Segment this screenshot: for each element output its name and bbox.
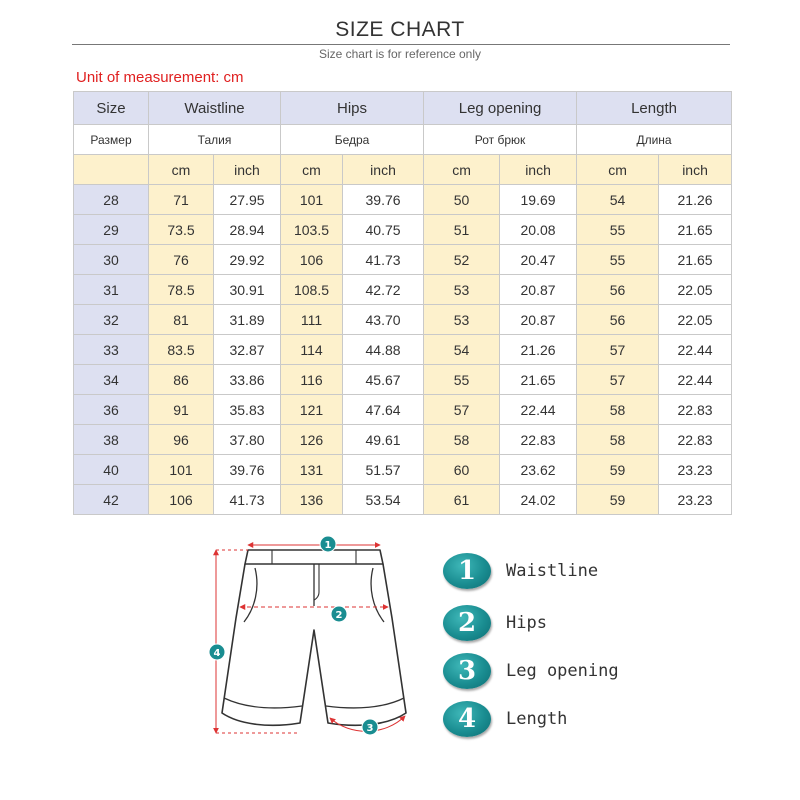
unit-inch: inch (500, 155, 577, 185)
cell-size: 33 (74, 335, 149, 365)
cell-waist-cm: 71 (149, 185, 214, 215)
cell-hips-cm: 131 (281, 455, 343, 485)
header-leg-opening-ru: Рот брюк (424, 125, 577, 155)
cell-hips-inch: 49.61 (343, 425, 424, 455)
header-row-russian (74, 125, 732, 155)
cell-length-cm: 57 (577, 365, 659, 395)
cell-waist-cm: 106 (149, 485, 214, 515)
cell-hips-inch: 51.57 (343, 455, 424, 485)
legend-label-leg-opening: Leg opening (506, 661, 619, 681)
cell-leg-cm: 53 (424, 275, 500, 305)
cell-hips-cm: 111 (281, 305, 343, 335)
cell-waist-inch: 28.94 (214, 215, 281, 245)
cell-waist-inch: 32.87 (214, 335, 281, 365)
cell-length-inch: 21.65 (659, 215, 732, 245)
unit-cm: cm (424, 155, 500, 185)
cell-leg-cm: 54 (424, 335, 500, 365)
cell-leg-inch: 21.26 (500, 335, 577, 365)
legend-label-waistline: Waistline (506, 561, 599, 581)
diagram-marker-1 (320, 536, 336, 552)
header-row (74, 92, 732, 125)
cell-length-inch: 22.05 (659, 275, 732, 305)
cell-hips-cm: 136 (281, 485, 343, 515)
header-size: Size (74, 92, 149, 125)
cell-hips-inch: 41.73 (343, 245, 424, 275)
header-size-ru: Размер (74, 125, 149, 155)
table-row (74, 365, 732, 395)
table-row (74, 185, 732, 215)
cell-leg-cm: 55 (424, 365, 500, 395)
diagram-marker-4 (209, 644, 225, 660)
header-hips: Hips (281, 92, 424, 125)
cell-waist-inch: 27.95 (214, 185, 281, 215)
cell-size: 42 (74, 485, 149, 515)
cell-length-inch: 22.44 (659, 335, 732, 365)
table-row (74, 275, 732, 305)
cell-leg-cm: 52 (424, 245, 500, 275)
cell-waist-inch: 30.91 (214, 275, 281, 305)
header-waistline: Waistline (149, 92, 281, 125)
cell-length-cm: 56 (577, 305, 659, 335)
cell-waist-cm: 76 (149, 245, 214, 275)
diagram-marker-3-label: 3 (366, 723, 374, 734)
cell-hips-inch: 39.76 (343, 185, 424, 215)
unit-cm: cm (577, 155, 659, 185)
cell-leg-cm: 60 (424, 455, 500, 485)
cell-hips-inch: 43.70 (343, 305, 424, 335)
legend-badge-1: 1 (443, 553, 491, 589)
legend-item-hips (440, 605, 770, 645)
diagram-marker-4-label: 4 (213, 648, 221, 659)
cell-leg-inch: 20.87 (500, 275, 577, 305)
cell-length-inch: 21.26 (659, 185, 732, 215)
cell-leg-cm: 53 (424, 305, 500, 335)
diagram-marker-2-label: 2 (335, 610, 343, 621)
cell-waist-cm: 81 (149, 305, 214, 335)
table-row (74, 245, 732, 275)
title-divider (72, 44, 730, 45)
cell-leg-cm: 58 (424, 425, 500, 455)
cell-size: 31 (74, 275, 149, 305)
cell-length-cm: 58 (577, 425, 659, 455)
cell-length-inch: 22.44 (659, 365, 732, 395)
cell-waist-cm: 78.5 (149, 275, 214, 305)
diagram-marker-1-label: 1 (324, 540, 332, 551)
cell-waist-cm: 96 (149, 425, 214, 455)
cell-hips-inch: 47.64 (343, 395, 424, 425)
units-blank-cell (74, 155, 149, 185)
table-row (74, 425, 732, 455)
page-subtitle: Size chart is for reference only (318, 47, 482, 61)
cell-waist-cm: 101 (149, 455, 214, 485)
page-title: SIZE CHART (335, 18, 465, 41)
cell-leg-inch: 24.02 (500, 485, 577, 515)
cell-leg-inch: 20.47 (500, 245, 577, 275)
cell-waist-inch: 35.83 (214, 395, 281, 425)
cell-waist-inch: 33.86 (214, 365, 281, 395)
header-length: Length (577, 92, 732, 125)
cell-length-cm: 54 (577, 185, 659, 215)
legend-item-waistline (440, 553, 770, 593)
cell-leg-cm: 51 (424, 215, 500, 245)
unit-inch: inch (659, 155, 732, 185)
cell-leg-inch: 20.87 (500, 305, 577, 335)
cell-length-inch: 21.65 (659, 245, 732, 275)
cell-waist-inch: 31.89 (214, 305, 281, 335)
header-hips-ru: Бедра (281, 125, 424, 155)
cell-leg-cm: 57 (424, 395, 500, 425)
cell-hips-inch: 44.88 (343, 335, 424, 365)
cell-leg-inch: 21.65 (500, 365, 577, 395)
unit-inch: inch (343, 155, 424, 185)
unit-note: Unit of measurement: cm (76, 69, 244, 86)
cell-length-cm: 56 (577, 275, 659, 305)
cell-leg-inch: 22.83 (500, 425, 577, 455)
shorts-outline (222, 550, 406, 725)
cell-length-inch: 23.23 (659, 485, 732, 515)
cell-waist-inch: 29.92 (214, 245, 281, 275)
cell-length-inch: 22.05 (659, 305, 732, 335)
cell-leg-inch: 20.08 (500, 215, 577, 245)
cell-length-cm: 59 (577, 455, 659, 485)
table-row (74, 305, 732, 335)
units-row (74, 155, 732, 185)
legend-item-leg-opening (440, 653, 770, 693)
header-length-ru: Длина (577, 125, 732, 155)
cell-waist-inch: 39.76 (214, 455, 281, 485)
cell-length-cm: 55 (577, 215, 659, 245)
legend-item-length (440, 701, 770, 741)
cell-length-inch: 22.83 (659, 395, 732, 425)
cell-size: 38 (74, 425, 149, 455)
table-row (74, 395, 732, 425)
cell-hips-cm: 121 (281, 395, 343, 425)
table-row (74, 215, 732, 245)
cell-length-inch: 22.83 (659, 425, 732, 455)
cell-hips-cm: 108.5 (281, 275, 343, 305)
cell-leg-inch: 23.62 (500, 455, 577, 485)
cell-length-cm: 59 (577, 485, 659, 515)
legend-badge-2: 2 (443, 605, 491, 641)
unit-cm: cm (149, 155, 214, 185)
cell-size: 34 (74, 365, 149, 395)
cell-hips-inch: 40.75 (343, 215, 424, 245)
cell-hips-inch: 53.54 (343, 485, 424, 515)
unit-inch: inch (214, 155, 281, 185)
cell-length-cm: 57 (577, 335, 659, 365)
cell-leg-cm: 61 (424, 485, 500, 515)
legend-badge-4: 4 (443, 701, 491, 737)
cell-waist-inch: 37.80 (214, 425, 281, 455)
cell-waist-cm: 73.5 (149, 215, 214, 245)
cell-length-cm: 58 (577, 395, 659, 425)
table-row (74, 485, 732, 515)
cell-waist-cm: 83.5 (149, 335, 214, 365)
cell-hips-cm: 106 (281, 245, 343, 275)
cell-waist-cm: 91 (149, 395, 214, 425)
cell-hips-cm: 126 (281, 425, 343, 455)
legend-label-hips: Hips (506, 613, 547, 633)
cell-size: 29 (74, 215, 149, 245)
table-row (74, 335, 732, 365)
cell-size: 40 (74, 455, 149, 485)
cell-hips-inch: 45.67 (343, 365, 424, 395)
cell-length-inch: 23.23 (659, 455, 732, 485)
diagram-marker-3 (362, 719, 378, 735)
cell-hips-cm: 114 (281, 335, 343, 365)
legend-badge-3: 3 (443, 653, 491, 689)
cell-hips-cm: 101 (281, 185, 343, 215)
size-rows (74, 185, 732, 515)
cell-hips-cm: 103.5 (281, 215, 343, 245)
cell-size: 28 (74, 185, 149, 215)
cell-waist-inch: 41.73 (214, 485, 281, 515)
size-chart-table (73, 91, 732, 515)
cell-leg-cm: 50 (424, 185, 500, 215)
cell-leg-inch: 22.44 (500, 395, 577, 425)
cell-size: 32 (74, 305, 149, 335)
cell-size: 36 (74, 395, 149, 425)
cell-size: 30 (74, 245, 149, 275)
legend-label-length: Length (506, 709, 568, 729)
header-leg-opening: Leg opening (424, 92, 577, 125)
cell-waist-cm: 86 (149, 365, 214, 395)
cell-leg-inch: 19.69 (500, 185, 577, 215)
cell-hips-inch: 42.72 (343, 275, 424, 305)
shorts-diagram (200, 528, 430, 750)
header-waistline-ru: Талия (149, 125, 281, 155)
cell-hips-cm: 116 (281, 365, 343, 395)
diagram-marker-2 (331, 606, 347, 622)
table-row (74, 455, 732, 485)
cell-length-cm: 55 (577, 245, 659, 275)
unit-cm: cm (281, 155, 343, 185)
